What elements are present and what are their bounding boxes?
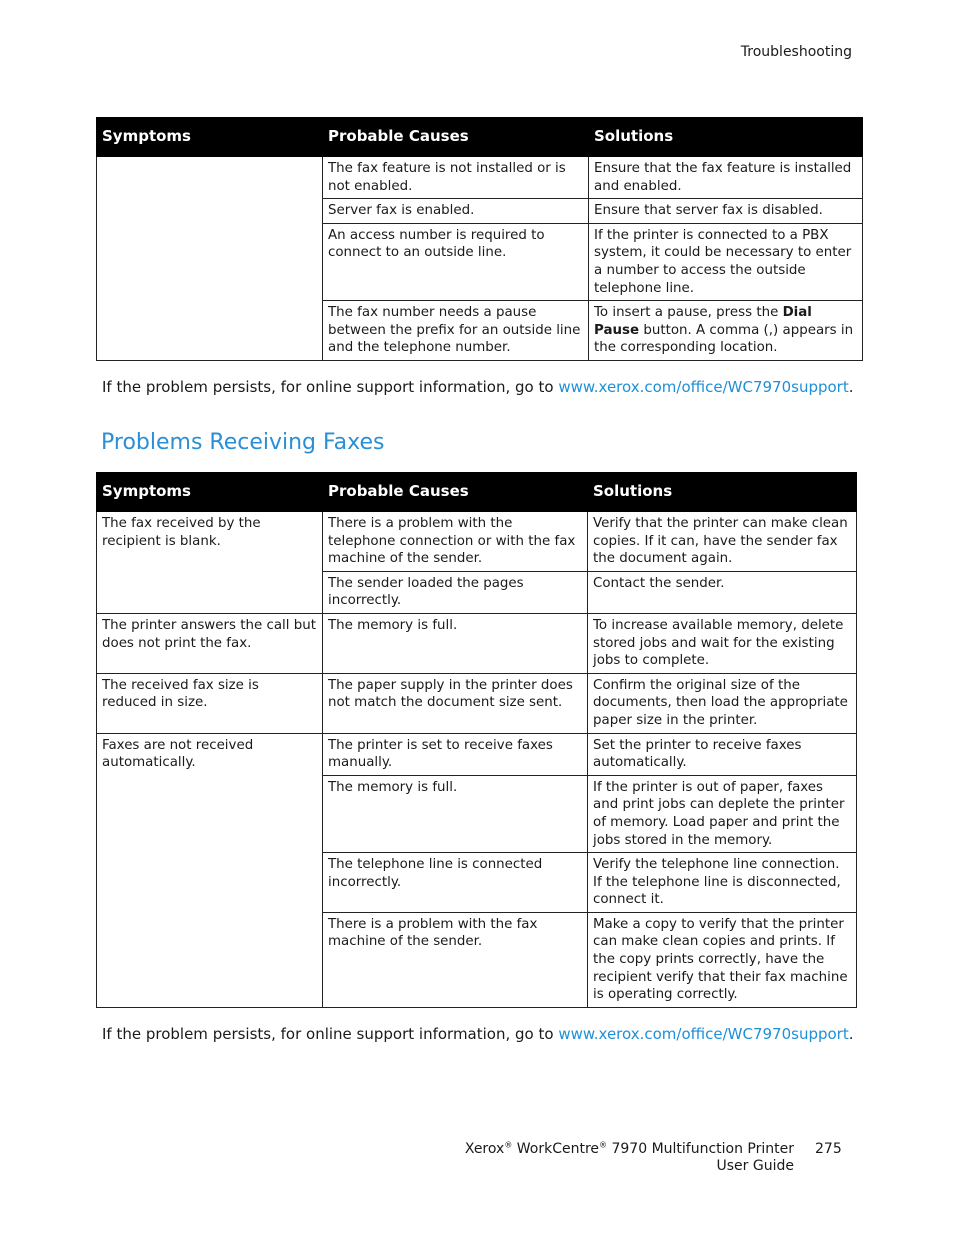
solution-cell: Make a copy to verify that the printer can make clean copies and prints. If the copy prints correctly, have the recipient verify that their fax machine is operating correctly. <box>588 912 857 1007</box>
support-link[interactable]: www.xerox.com/office/WC7970support <box>558 1025 849 1043</box>
solution-text: To insert a pause, press the <box>594 305 783 321</box>
column-header-solutions: Solutions <box>588 473 857 512</box>
page-number: 275 <box>815 1141 842 1157</box>
cause-cell: There is a problem with the fax machine of the sender. <box>323 912 588 1007</box>
cause-cell: There is a problem with the telephone connection or with the fax machine of the sender. <box>323 512 588 572</box>
section-title: Problems Receiving Faxes <box>101 430 385 455</box>
solution-cell: Verify that the printer can make clean copies. If it can, have the sender fax the document again. <box>588 512 857 572</box>
symptom-cell: The printer answers the call but does not print the fax. <box>97 613 323 673</box>
cause-cell: An access number is required to connect to an outside line. <box>323 223 589 300</box>
cause-cell: The memory is full. <box>323 613 588 673</box>
solution-text: button. A comma (,) appears in the corresponding location. <box>594 322 854 356</box>
cause-cell: The printer is set to receive faxes manually. <box>323 733 588 775</box>
support-note: If the problem persists, for online support information, go to www.xerox.com/office/WC7970support. <box>102 378 854 396</box>
table-row <box>97 157 863 199</box>
cause-cell: The telephone line is connected incorrectly. <box>323 853 588 913</box>
cause-cell: The sender loaded the pages incorrectly. <box>323 571 588 613</box>
symptom-cell: The received fax size is reduced in size. <box>97 673 323 733</box>
table-row <box>97 512 857 572</box>
solution-cell: To increase available memory, delete stored jobs and wait for the existing jobs to complete. <box>588 613 857 673</box>
symptom-cell: Faxes are not received automatically. <box>97 733 323 1007</box>
running-header: Troubleshooting <box>740 44 852 60</box>
solution-cell: Verify the telephone line connection. If the telephone line is disconnected, connect it. <box>588 853 857 913</box>
column-header-symptoms: Symptoms <box>97 473 323 512</box>
fax-sending-problems-table <box>96 117 863 361</box>
solution-cell: Confirm the original size of the documents, then load the appropriate paper size in the printer. <box>588 673 857 733</box>
column-header-causes: Probable Causes <box>323 473 588 512</box>
footer-guide: User Guide <box>716 1158 794 1174</box>
column-header-solutions: Solutions <box>589 118 863 157</box>
column-header-causes: Probable Causes <box>323 118 589 157</box>
solution-cell: Ensure that the fax feature is installed and enabled. <box>589 157 863 199</box>
support-note: If the problem persists, for online support information, go to www.xerox.com/office/WC7970support. <box>102 1025 854 1043</box>
solution-cell: Set the printer to receive faxes automatically. <box>588 733 857 775</box>
footer-product <box>465 1141 794 1175</box>
table-header-row <box>97 118 863 157</box>
cause-cell: The paper supply in the printer does not match the document size sent. <box>323 673 588 733</box>
table-row <box>97 673 857 733</box>
symptom-cell: The fax received by the recipient is blank. <box>97 512 323 614</box>
cause-cell: The fax number needs a pause between the prefix for an outside line and the telephone number. <box>323 301 589 361</box>
footer-product-line: Xerox® WorkCentre® 7970 Multifunction Printer <box>464 1140 794 1157</box>
solution-cell <box>589 301 863 361</box>
cause-cell: Server fax is enabled. <box>323 199 589 224</box>
table-header-row <box>97 473 857 512</box>
cause-cell: The memory is full. <box>323 775 588 852</box>
support-note-text: If the problem persists, for online support information, go to <box>102 1025 559 1043</box>
symptom-cell <box>97 157 323 361</box>
support-note-text: If the problem persists, for online support information, go to <box>102 378 559 396</box>
cause-cell: The fax feature is not installed or is not enabled. <box>323 157 589 199</box>
solution-cell: If the printer is out of paper, faxes and print jobs can deplete the printer of memory. Load paper and print the jobs stored in the memory. <box>588 775 857 852</box>
table-row <box>97 733 857 775</box>
solution-cell: Ensure that server fax is disabled. <box>589 199 863 224</box>
solution-cell: If the printer is connected to a PBX system, it could be necessary to enter a number to access the outside telephone line. <box>589 223 863 300</box>
dial-pause-button-label: Dial Pause <box>594 305 812 338</box>
table-row <box>97 613 857 673</box>
column-header-symptoms: Symptoms <box>97 118 323 157</box>
support-link[interactable]: www.xerox.com/office/WC7970support <box>558 378 849 396</box>
fax-receiving-problems-table <box>96 472 857 1008</box>
solution-cell: Contact the sender. <box>588 571 857 613</box>
